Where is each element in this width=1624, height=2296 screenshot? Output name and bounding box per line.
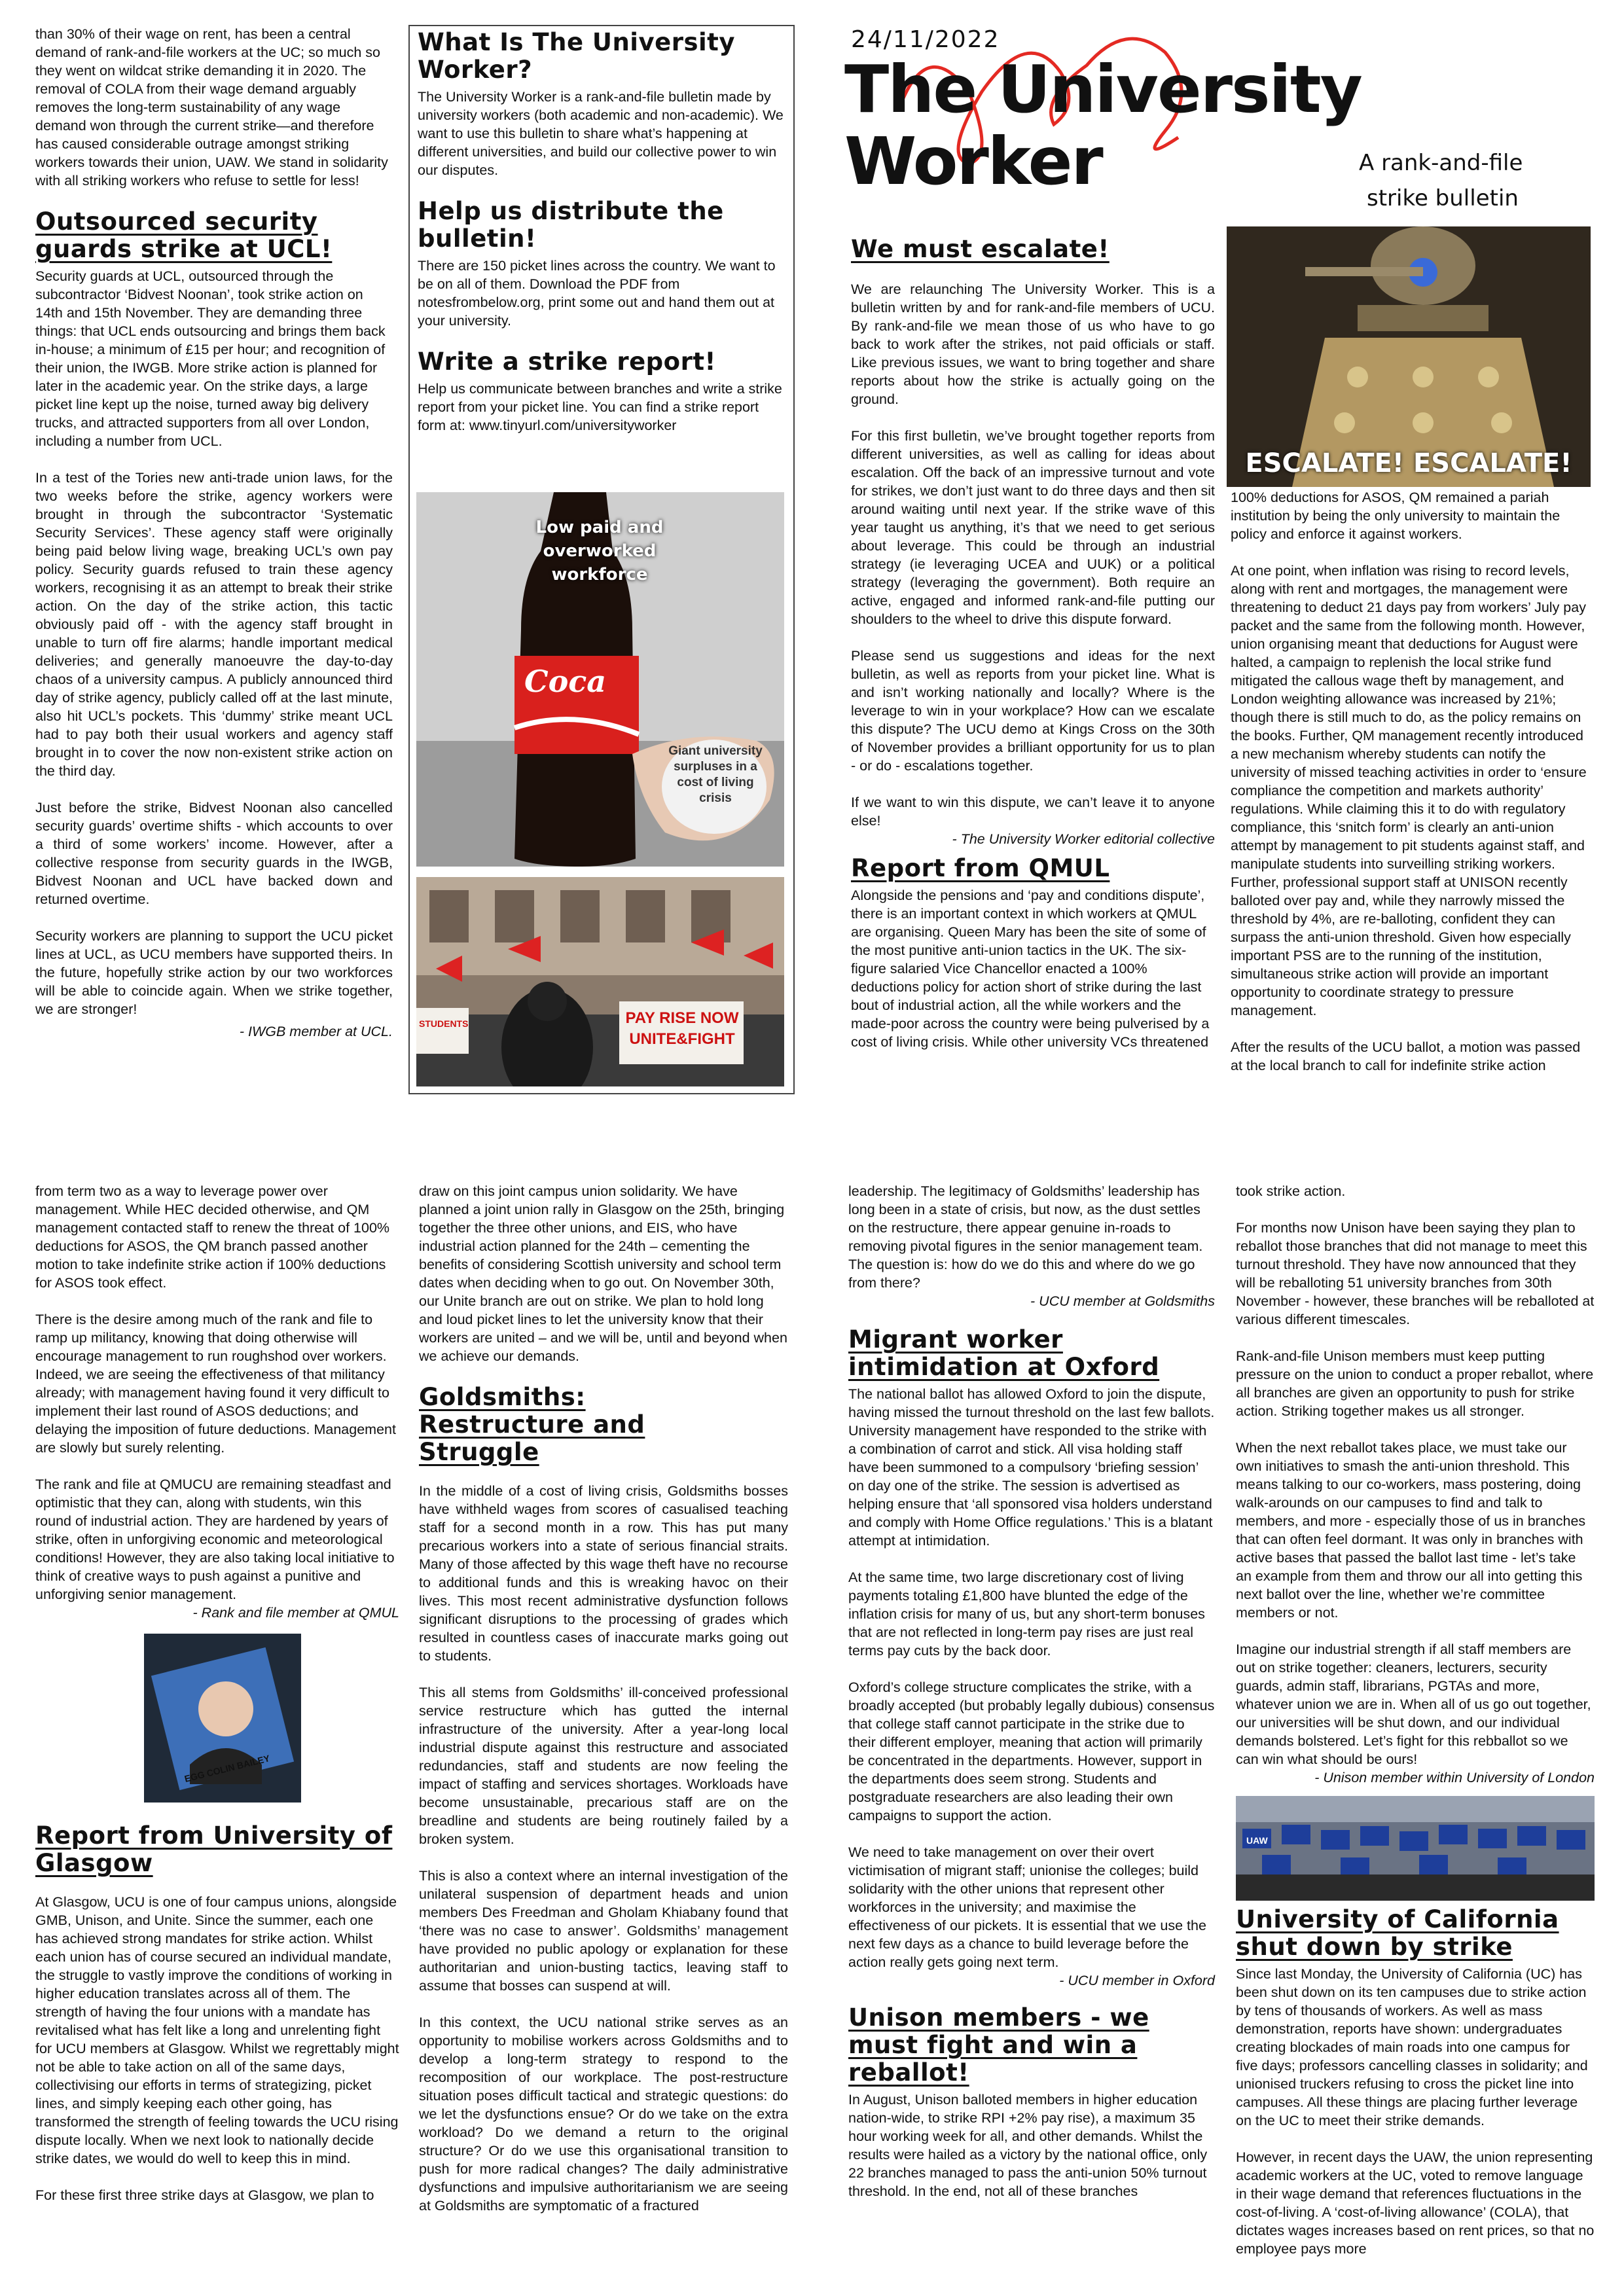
article-heading-ucl: Outsourced security guards strike at UCL! [35, 207, 333, 263]
masthead-title [844, 51, 1362, 200]
signature: - IWGB member at UCL. [239, 1024, 393, 1039]
paragraph: We are relaunching The University Worker. This is a bulletin written by and for rank-and-file members of UCU. By rank-and-file we mean those of us who have to go back to work after the strikes, not paid officials or staff. Like previous issues, we want to bring together and share reports about how the strike is actually going on the ground. [851, 281, 1215, 407]
paragraph: Imagine our industrial strength if all staff members are out on strike together: cleaners, lecturers, security guards, admin staff, librarians, PGTAs and more, whatever union we are in. When all of us go out together, our universities will be shut down, and our individual demands bolstered. Let’s fight for this rebballot so we can win what should be ours! [1236, 1641, 1591, 1767]
page1-column-2 [418, 29, 784, 453]
paragraph: Just before the strike, Bidvest Noonan also cancelled security guards’ overtime shifts - which accounts to over a third of some workers’ income. However, after a collective response from security guards in the IWGB, Bidvest Noonan and UCL have backed down and returned overtime. [35, 800, 393, 907]
article-heading-goldsmiths: Goldsmiths: Restructure and Struggle [419, 1383, 645, 1466]
continued-text: than 30% of their wage on rent, has been a central demand of rank-and-file workers at the UC; so much so they went on wildcat strike demanding it in 2020. The removal of COLA from their wage demand arguably removes the long-term sustainability of any wage demand won through the current strike—and therefore has caused considerable outrage amongst striking workers towards their union, UAW. We stand in solidarity with all striking workers who refuse to settle for less! [35, 26, 388, 188]
page1-column-3 [851, 236, 1215, 1069]
paragraph: At the same time, two large discretionary cost of living payments totaling £1,800 have blunted the edge of the inflation crisis for many of us, but any short-term bonuses that are not reflected in long-term pay rises are just real terms pay cuts by the back door. [848, 1570, 1205, 1659]
protest-banner-text: PAY RISE NOW UNITE&FIGHT [625, 1009, 739, 1048]
article-heading-unison: Unison members - we must fight and win a reballot! [848, 2003, 1149, 2087]
cola-bottle-photo [416, 492, 784, 867]
signature: - UCU member at Goldsmiths [1030, 1293, 1215, 1309]
paragraph: draw on this joint campus union solidarity. We have planned a joint union rally in Glasgow on the 25th, bringing together the three other unions, and EIS, who have industrial action planned for the 24th – cementing the benefits of considering Scottish university and school term dates when deciding when to go out. On November 30th, our Unite branch are out on strike. We plan to hold long and loud picket lines to let the university know that their workers are united – and we will be, until and beyond when we achieve our demands. [419, 1183, 787, 1364]
paragraph: leadership. The legitimacy of Goldsmiths’ leadership has long been in a state of crisis, but now, as the dust settles on the restructure, there appear genuine in-roads to removing pivotal figures in the senior management team. The question is: how do we do this and where do we go from there? [848, 1183, 1203, 1291]
masthead-title-line1: The University [844, 51, 1362, 128]
photo-caption-hand: Giant university surpluses in a cost of living crisis [668, 744, 763, 805]
paragraph: 100% deductions for ASOS, QM remained a pariah institution by being the only university to maintain the policy and enforce it against workers. [1231, 490, 1561, 542]
paragraph: Since last Monday, the University of California (UC) has been shut down on its ten campuses due to strike action by tens of thousands of workers. As well as mass demonstration, reports have shown: undergraduates creating blockades of main roads into one campus for five days; professors cancelling classes in solidarity; and unionised truckers refusing to cross the picket line into campuses. All these things are placing further leverage on the UC to meet their strike demands. [1236, 1966, 1588, 2128]
paragraph: Alongside the pensions and ‘pay and conditions dispute’, there is an important context in which workers at QMUL are organising. Queen Mary has been the site of some of the most punitive anti-union tactics in the UK. The six-figure salaried Vice Chancellor enacted a 100% deductions policy for action short of strike during the last bout of industrial action, all the while workers and the made-poor across the country were being pulverised by a cost of living crisis. While other university VCs threatened [851, 888, 1210, 1050]
masthead-title-line2: Worker [844, 123, 1102, 200]
page2-column-3 [848, 1182, 1215, 2219]
protest-photo [416, 877, 784, 1086]
box-heading-strike-report: Write a strike report! [418, 348, 716, 376]
paragraph: This is also a context where an internal investigation of the unilateral suspension of department heads and union members Des Freedman and Gholam Khiabany found that ‘there was no case to answer’. Goldsmiths’ management have provided no public apology or explanation for these authoritarian and union-busting tactics, leaving staff to assume that bosses can suspend at will. [419, 1868, 788, 1994]
paragraph: After the results of the UCU ballot, a motion was passed at the local branch to call for indefinite strike action [1231, 1039, 1581, 1073]
box-paragraph: There are 150 picket lines across the country. We want to be on all of them. Download the PDF from notesfrombelow.org, print some out and hand them out at your university. [418, 258, 776, 329]
protest-illustration [416, 877, 784, 1086]
uc-strike-photo [1236, 1796, 1595, 1901]
paragraph: In the middle of a cost of living crisis, Goldsmiths bosses have withheld wages from scores of casualised teaching staff for a second month in a row. This has put many precarious workers into a state of serious financial straits. Many of those affected by this wage theft have no recourse to additional funds and this is wreaking havoc on their lives. This most recent administrative dysfunction follows significant disruptions to the processing of grades which resulted in countless cases of inaccurate marks going out to students. [419, 1483, 788, 1664]
protest-placard-text: STUDENTS [419, 1018, 469, 1029]
box-heading-distribute: Help us distribute the bulletin! [418, 197, 724, 253]
article-heading-glasgow: Report from University of Glasgow [35, 1821, 393, 1877]
uc-strike-illustration [1236, 1796, 1595, 1901]
paragraph: There is the desire among much of the rank and file to ramp up militancy, knowing that doing otherwise will encourage management to run roughshod over workers. Indeed, we are seeing the effectiveness of that militancy already; with management having found it very difficult to implement their last round of ASOS deductions; and delaying the imposition of future deductions. Management are slowly but surely relenting. [35, 1312, 396, 1456]
page2-column-2 [419, 1182, 788, 2233]
paragraph: When the next reballot takes place, we must take our own initiatives to smash the anti-union threshold. This means talking to our co-workers, mass postering, doing walk-arounds on our campuses to find and talk to members, and more - especially those of us in branches that can often feel dormant. It was only in branches with active bases that passed the ballot last time - let’s take an example from them and throw our all into getting this next ballot over the line, whether we’re committee members or not. [1236, 1440, 1586, 1621]
paragraph: However, in recent days the UAW, the union representing academic workers at the UC, voted to remove language in their wage demand that references fluctuations in the cost-of-living. A ‘cost-of-living allowance’ (COLA), that dictates wages increases based on rent prices, so that no employee pays more [1236, 2149, 1595, 2257]
cola-label-text: Coca [524, 664, 607, 699]
page1-column-4 [1231, 488, 1591, 1075]
paragraph: For this first bulletin, we’ve brought together reports from different universities, as well as calling for ideas about escalation. Off the back of an impressive turnout and vote for strikes, we don’t just want to do three days and then sit around waiting until next year. If the strike wave of this year taught us anything, it’s that we need to get serious about leverage. This could be through an industrial strategy (ie leveraging UCEA and UUK) or a political strategy (leveraging the government). Both require an active, engaged and informed rank-and-file putting our shoulders to the wheel to drive this dispute forward. [851, 428, 1215, 627]
box-paragraph: The University Worker is a rank-and-file bulletin made by university workers (both academic and non-academic). We want to use this bulletin to share what’s happening at different universities, and build our collective power to win our disputes. [418, 89, 784, 178]
paragraph: took strike action. [1236, 1183, 1346, 1199]
colin-bailey-photo [144, 1634, 301, 1803]
paragraph: For months now Unison have been saying they plan to reballot those branches that did not manage to meet this turnout threshold. They have now announced that they will be reballoting 51 university branches from 30th November - however, these branches will be reballoted at various different timescales. [1236, 1220, 1595, 1327]
article-heading-escalate: We must escalate! [851, 235, 1110, 263]
paragraph: At Glasgow, UCU is one of four campus unions, alongside GMB, Unison, and Unite. Since the summer, each one has achieved strong mandates for strike action. Whilst each union has of course secured an individual mandate, the struggle to vastly improve the conditions of working in higher education translates across all of them. The strength of having the four unions with a mandate has revitalised what has felt like a long and unrelenting fight for UCU members at Glasgow. Whilst we regrettably might not be able to take action on all of the same days, collectivising our efforts in terms of strategizing, picket lines, and simply keeping each other going, has transformed the strength of feeling towards the UCU rising dispute locally. When we next look to nationally decide strike dates, we would do well to keep this in mind. [35, 1894, 399, 2166]
uc-placard-text: UAW [1246, 1835, 1268, 1846]
paragraph: We need to take management on over their overt victimisation of migrant staff; unionise the colleges; build solidarity with the other unions that represent other workforces in the university; and maximise the effectiveness of our pickets. It is essential that we use the next few days as a chance to build leverage before the action really gets going next term. [848, 1844, 1206, 1970]
box-paragraph: Help us communicate between branches and write a strike report from your picket line. You can find a strike report form at: www.tinyurl.com/universityworker [418, 381, 782, 433]
paragraph: from term two as a way to leverage power over management. While HEC decided otherwise, and QM management contacted staff to renew the threat of 100% deductions for ASOS, the QM branch passed another motion to take indefinite strike action if 100% deductions for ASOS took effect. [35, 1183, 390, 1291]
paragraph: Oxford’s college structure complicates the strike, with a broadly accepted (but probably legally dubious) consensus that college staff cannot participate in the strike due to their different employer, meaning that action will primarily be concentrated in the departments. However, support in the departments does seem strong. Students and postgraduate researchers are also leading their own campaigns to support the action. [848, 1679, 1215, 1823]
paragraph: The national ballot has allowed Oxford to join the dispute, having missed the turnout threshold on the last few ballots. University management have responded to the strike with a combination of carrot and stick. All visa holding staff have been summoned to a compulsory ‘briefing session’ on day one of the strike. The session is advertised as helping ensure that ‘all sponsored visa holders understand and comply with Home Office regulations.’ This is a blatant attempt at intimidation. [848, 1386, 1215, 1549]
article-heading-oxford: Migrant worker intimidation at Oxford [848, 1325, 1160, 1381]
paragraph: For these first three strike days at Glasgow, we plan to [35, 2187, 374, 2203]
signature: - UCU member in Oxford [1059, 1973, 1215, 1988]
page2-column-1 [35, 1182, 399, 2223]
paragraph: At one point, when inflation was rising to record levels, along with rent and mortgages, the management were threatening to deduct 21 days pay from workers’ July pay packet and the same from the following month. However, union organising meant that deductions for August were halted, a campaign to replenish the local strike fund mitigated the callous wage theft by management, and London weighting allowance was increased by 21%; though there is still much to do, as the policy remains on the books. Further, QM management recently introduced a new mechanism whereby students can notify the university of missed teaching activities in order to ‘ensure compliance the competition and markets authority’ regulations. While claiming this it to do with regulatory compliance, this ‘snitch form’ is clearly an anti-union attempt by management to pit students against staff, and manipulate students into surveilling striking workers. Further, professional support staff at UNISON recently balloted over pay and, while they narrowly missed the threshold by 4%, are re-balloting, confident they can surpass the anti-union threshold. Given how especially important PSS are to the running of the institution, simultaneous strike action will provide an important opportunity to coordinate strategy to pressure management. [1231, 563, 1587, 1018]
dalek-caption: ESCALATE! ESCALATE! [1245, 448, 1572, 478]
paragraph: Rank-and-file Unison members must keep putting pressure on the union to conduct a proper reballot, where all branches are given an opportunity to push for strike action. Striking together makes us all stronger. [1236, 1348, 1594, 1419]
dalek-image [1227, 226, 1591, 487]
masthead-subtitle [1359, 145, 1523, 216]
paragraph: If we want to win this dispute, we can’t leave it to anyone else! [851, 795, 1215, 829]
signature: - The University Worker editorial collective [952, 831, 1215, 847]
paragraph: In this context, the UCU national strike serves as an opportunity to mobilise workers across Goldsmiths and to develop a long-term strategy to respond to the recomposition of our workplace. The post-restructure situation poses difficult tactical and strategic questions: do we let the dysfunctions ensue? Or do we take on the extra workload? Do we demand a return to the original structure? Or do we use this organisational transition to push for more radical changes? The daily administrative dysfunctions and impulsive authoritarianism we are seeing at Goldsmiths are symptomatic of a fractured [419, 2015, 788, 2214]
signature: - Rank and file member at QMUL [192, 1605, 399, 1621]
paragraph: The rank and file at QMUCU are remaining steadfast and optimistic that they can, along with students, win this round of industrial action. They are hardened by years of strike, often in unforgiving economic and meteorological conditions! However, they are also taking local initiative to think of creative ways to push against a punitive and unforgiving senior management. [35, 1477, 395, 1602]
paragraph: Security workers are planning to support the UCU picket lines at UCL, as UCU members have supported theirs. In the future, hopefully strike action by our two workforces will be able to coincide again. When we strike together, we are stronger! [35, 928, 393, 1017]
issue-date: 24/11/2022 [851, 26, 1000, 53]
paragraph: Security guards at UCL, outsourced through the subcontractor ‘Bidvest Noonan’, took strike action on 14th and 15th November. They are demanding three things: that UCL ends outsourcing and brings them back in-house; a minimum of £15 per hour; and recognition of their union, the IWGB. More strike action is planned for later in the academic year. On the strike days, a large picket line kept up the noise, turned away big delivery trucks, and attracted supporters from all over London, including a number from UCL. [35, 268, 386, 449]
paragraph: This all stems from Goldsmiths’ ill-conceived professional service restructure which has gutted the internal infrastructure of the university. After a year-long local industrial dispute against this restructure and associated redundancies, staff and students are now feeling the impact of staffing and services shortages. Workloads have become unsustainable, precarious staff are on the breadline and students are being routinely failed by a broken system. [419, 1685, 788, 1847]
paragraph: In a test of the Tories new anti-trade union laws, for the two weeks before the strike, agency workers were brought in through the subcontractor ‘Systematic Security Services’. These agency staff were originally being paid below living wage, breaking UCL’s own pay policy. Security guards refused to train these agency workers, recognising it as an attempt to break their strike action. On the day of the strike action, this tactic obviously paid off - with the agency staff brought in unable to turn off fire alarms; handle important medical deliveries; and generally manoeuvre the day-to-day chaos of a university campus. A publicly announced third day of strike agency, publicly called off at the last minute, also hit UCL’s pockets. This ‘dummy’ strike meant UCL had to pay both their usual workers and agency staff brought in to cover the now non-existent strike action on the third day. [35, 470, 393, 779]
page-two [0, 1148, 1624, 2296]
masthead-subtitle-line1: A rank-and-file [1359, 150, 1523, 176]
box-heading-what-is: What Is The University Worker? [418, 28, 735, 84]
masthead-subtitle-line2: strike bulletin [1367, 185, 1519, 211]
paragraph: In August, Unison balloted members in higher education nation-wide, to strike RPI +2% pay rise), a maximum 35 hour working week for all, and other demands. Whilst the results were hailed as a victory by the national office, only 22 branches managed to pass the anti-union 50% turnout threshold. In the end, not all of these branches [848, 2092, 1208, 2199]
paragraph: Please send us suggestions and ideas for the next bulletin, as well as reports from your picket line. What is and isn’t working nationally and locally? Where is the leverage to win in your workplace? How can we escalate this dispute? The UCU demo at Kings Cross on the 30th of November provides a brilliant opportunity for us to plan - or do - escalations together. [851, 648, 1215, 774]
page2-column-4 [1236, 1182, 1595, 2276]
article-heading-california: University of California shut down by strike [1236, 1905, 1559, 1961]
photo-caption-top: Low paid and overworked workforce [535, 518, 664, 584]
colin-photo-caption: EGG COLIN BAILEY [183, 1753, 271, 1784]
article-heading-qmul: Report from QMUL [851, 854, 1110, 882]
page1-column-1 [35, 25, 393, 1059]
signature: - Unison member within University of London [1314, 1770, 1595, 1785]
